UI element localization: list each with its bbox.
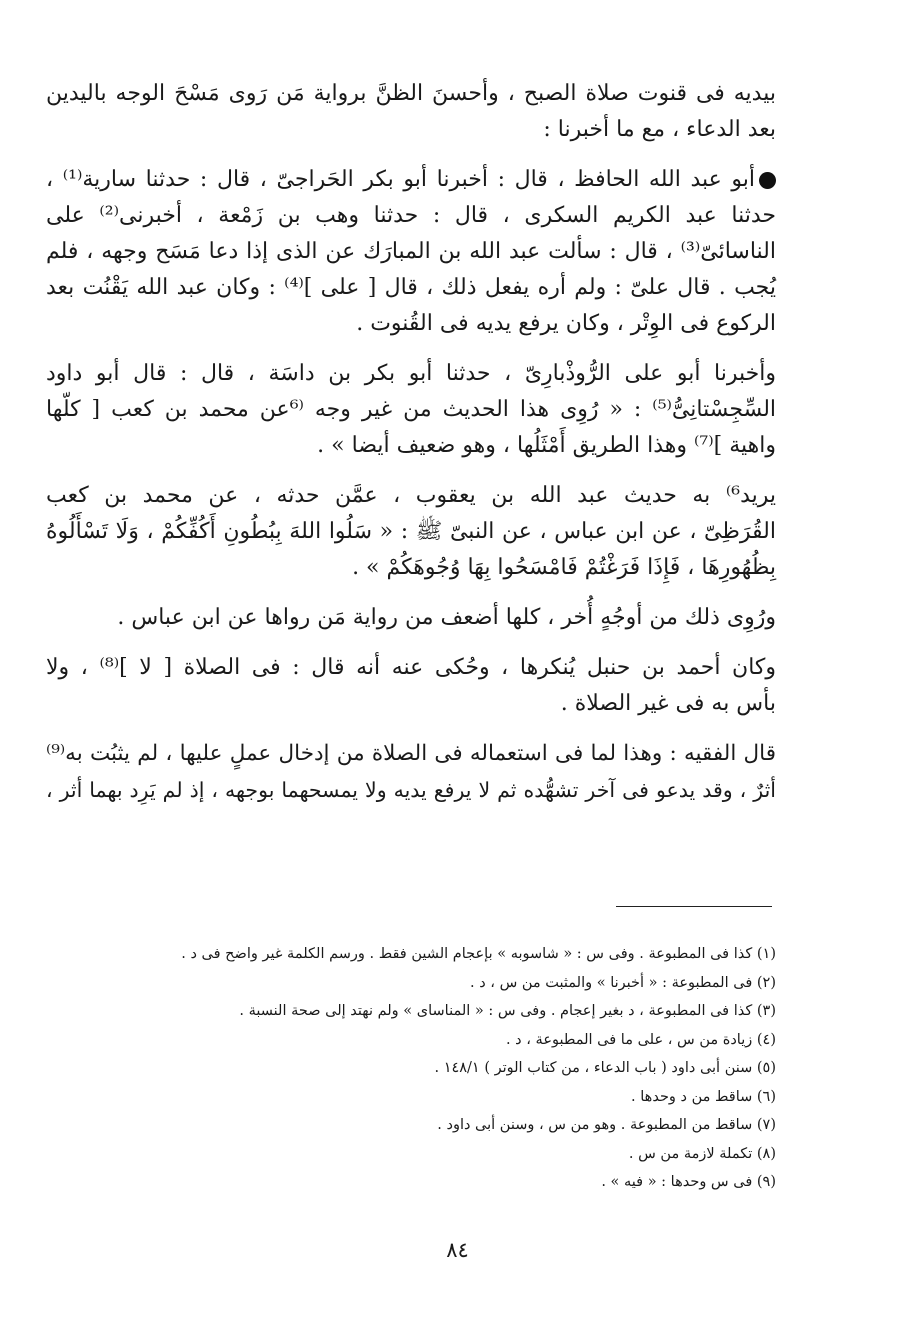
paragraph-4 bbox=[46, 478, 776, 586]
bullet-icon bbox=[759, 172, 776, 189]
paragraph-5 bbox=[46, 600, 776, 636]
footnotes bbox=[46, 940, 776, 1197]
text-line: أثرٌ ، وقد يدعو فى آخر تشهُّده ثم لا يرفع يديه ولا يمسحهما بوجهه ، إذ لم يَرِد بهما أثر ، bbox=[46, 778, 776, 802]
text-line: السِّجِسْتانِىُّ⁽⁵⁾ : « رُوِى هذا الحديث من غير وجه ⁽⁶عن محمد بن كعب [ كلّها bbox=[46, 397, 777, 422]
text-line: يُجب . قال علىّ : ولم أره يفعل ذلك ، قال [ على ]⁽⁴⁾ : وكان عبد الله يَقْنُت بعد bbox=[46, 275, 776, 300]
footnote-item: (٢) فى المطبوعة : « أخبرنا » والمثبت من س ، د . bbox=[470, 974, 776, 991]
footnote-item: (٦) ساقط من د وحدها . bbox=[631, 1088, 776, 1105]
text-line: وأخبرنا أبو على الرُّوذْبارِىّ ، حدثنا أبو بكر بن داسَة ، قال : قال أبو داود bbox=[46, 361, 776, 386]
main-text bbox=[46, 76, 776, 822]
text-line: قال الفقيه : وهذا لما فى استعماله فى الصلاة من إدخال عملٍ عليها ، لم يثبُت به⁽⁹⁾ bbox=[46, 741, 776, 766]
text-line: ورُوِى ذلك من أوجُهٍ أُخر ، كلها أضعف من رواية مَن رواها عن ابن عباس . bbox=[117, 605, 776, 630]
footnote-divider bbox=[616, 906, 772, 907]
text-line: القُرَظِىّ ، عن ابن عباس ، عن النبىّ ﷺ : « سَلُوا اللهَ بِبُطُونِ أَكُفِّكُمْ ، وَلَا تَسْأَلُوهُ bbox=[46, 519, 776, 544]
footnote-item: (٥) سنن أبى داود ( باب الدعاء ، من كتاب الوتر ) ١٤٨/١ . bbox=[434, 1060, 776, 1076]
text-line: أبو عبد الله الحافظ ، قال : أخبرنا أبو بكر الحَراجىّ ، قال : حدثنا سارية⁽¹⁾ ، bbox=[46, 167, 756, 192]
text-line: بِظُهُورِهَا ، فَإِذَا فَرَغْتُمْ فَامْسَحُوا بِهَا وُجُوهَكُمْ » . bbox=[352, 555, 776, 580]
paragraph-1 bbox=[46, 76, 776, 148]
text-line: الركوع فى الوِتْر ، وكان يرفع يديه فى القُنوت . bbox=[356, 311, 776, 336]
paragraph-3 bbox=[46, 356, 776, 464]
paragraph-2 bbox=[46, 162, 776, 342]
footnote-item: (٩) فى س وحدها : « فيه » . bbox=[601, 1174, 776, 1190]
text-line-with-bullet bbox=[46, 162, 776, 198]
paragraph-6 bbox=[46, 650, 776, 722]
text-line: حدثنا عبد الكريم السكرى ، قال : حدثنا وهب بن زَمْعة ، أخبرنى⁽²⁾ على bbox=[46, 203, 776, 228]
footnote-item: (١) كذا فى المطبوعة . وفى س : « شاسوبه » بإعجام الشين فقط . ورسم الكلمة غير واضح فى د . bbox=[181, 946, 776, 962]
page-number: ٨٤ bbox=[446, 1238, 469, 1262]
text-line: واهية ]⁽⁷⁾ وهذا الطريق أَمْثَلُها ، وهو ضعيف أيضا » . bbox=[317, 433, 776, 458]
footnote-item: (٣) كذا فى المطبوعة ، د بغير إعجام . وفى س : « المناساى » ولم نهتد إلى صحة النسبة . bbox=[239, 1003, 776, 1019]
footnote-item: (٧) ساقط من المطبوعة . وهو من س ، وسنن أبى داود . bbox=[437, 1117, 776, 1133]
text-line: الناسائىّ⁽³⁾ ، قال : سألت عبد الله بن المبارَك عن الذى إذا دعا مَسَح وجهه ، فلم bbox=[46, 239, 776, 264]
text-line: بعد الدعاء ، مع ما أخبرنا : bbox=[543, 117, 776, 142]
paragraph-7 bbox=[46, 736, 776, 808]
text-line: يريد⁶⁾ به حديث عبد الله بن يعقوب ، عمَّن حدثه ، عن محمد بن كعب bbox=[46, 483, 776, 508]
footnote-item: (٤) زيادة من س ، على ما فى المطبوعة ، د . bbox=[505, 1031, 776, 1048]
text-line: وكان أحمد بن حنبل يُنكرها ، وحُكى عنه أنه قال : فى الصلاة [ لا ]⁽⁸⁾ ، ولا bbox=[46, 655, 776, 680]
text-line: بأس به فى غير الصلاة . bbox=[560, 691, 776, 716]
text-line: بيديه فى قنوت صلاة الصبح ، وأحسنَ الظنَّ برواية مَن رَوى مَسْحَ الوجه باليدين bbox=[46, 81, 776, 106]
footnote-item: (٨) تكملة لازمة من س . bbox=[628, 1145, 776, 1162]
